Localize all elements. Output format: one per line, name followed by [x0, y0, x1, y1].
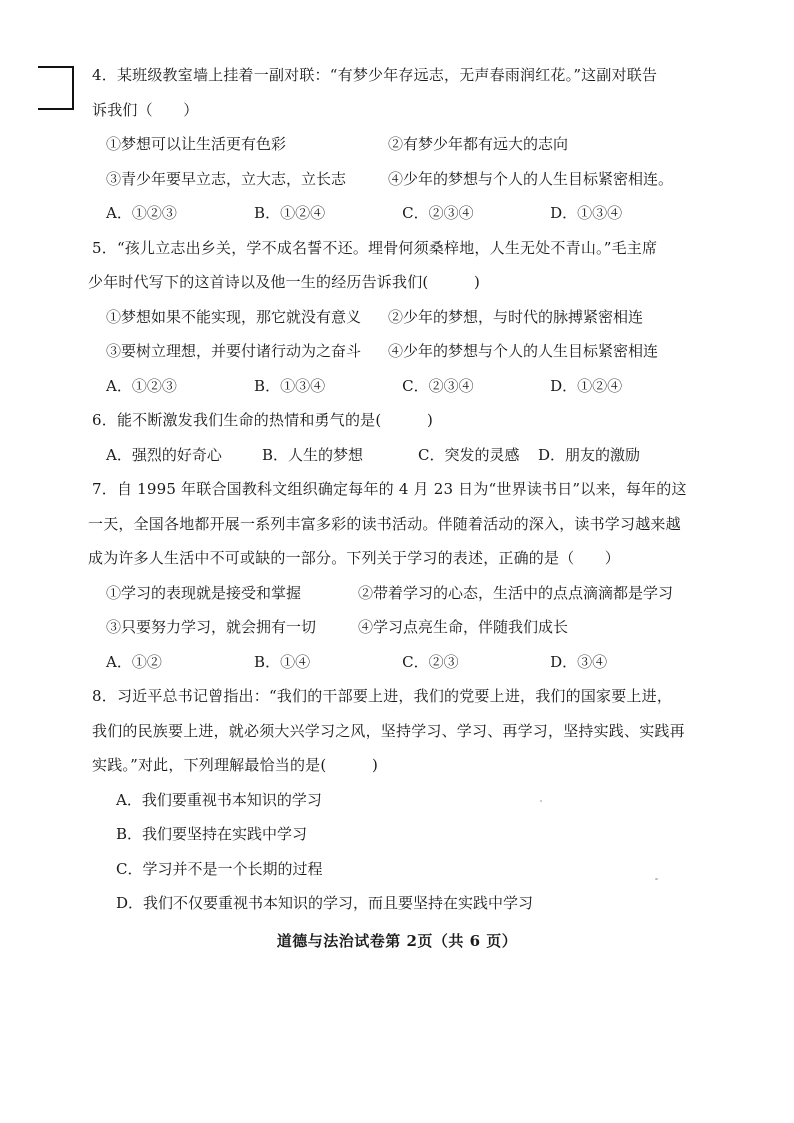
question-7-text-line2: 一天，全国各地都开展一系列丰富多彩的读书活动。伴随着活动的深入，读书学习越来越: [88, 514, 681, 533]
question-7-answers: [92, 645, 704, 680]
statement-4: ④少年的梦想与个人的人生目标紧密相连: [388, 342, 659, 360]
question-6-text: 6．能不断激发我们生命的热情和勇气的是( ): [92, 411, 434, 429]
question-7-statements-row1: [92, 576, 704, 611]
question-7-text-line1: 7．自 1995 年联合国教科文组织确定每年的 4 月 23 日为“世界读书日”以来，每年的这: [92, 480, 687, 498]
question-4-statements-row2: [92, 162, 704, 197]
question-7-text-line3: 成为许多人生活中不可或缺的一部分。下列关于学习的表述，正确的是（ ）: [88, 549, 621, 567]
answer-c: C．②③: [402, 652, 459, 671]
question-6: [92, 403, 704, 472]
statement-4: ④学习点亮生命，伴随我们成长: [358, 618, 569, 636]
answer-c: C．突发的灵感: [418, 445, 520, 464]
question-6-answers: [92, 438, 704, 473]
statement-3: ③青少年要早立志，立大志，立长志: [106, 169, 347, 188]
answer-b: B．①③④: [254, 376, 326, 395]
question-8-text-line1: 8．习近平总书记曾指出：“我们的干部要上进，我们的党要上进，我们的国家要上进，: [92, 687, 673, 705]
question-5-statements-row2: [92, 334, 704, 369]
question-8: [92, 679, 704, 921]
answer-a: A．①②③: [106, 204, 177, 222]
scan-speck: [540, 800, 542, 802]
question-7-statements-row2: [92, 610, 704, 645]
answer-d: D．③④: [550, 652, 608, 671]
question-7: [88, 472, 704, 679]
answer-a: A．我们要重视书本知识的学习: [116, 790, 322, 809]
question-4-text-line2: 诉我们（ ）: [92, 100, 199, 119]
statement-4: ④少年的梦想与个人的人生目标紧密相连。: [388, 169, 674, 188]
scan-speck: [655, 878, 658, 880]
answer-a: A．①②: [106, 652, 162, 671]
statement-1: ①学习的表现就是接受和掌握: [106, 583, 302, 602]
statement-1: ①梦想可以让生活更有色彩: [106, 135, 287, 153]
answer-c: C．②③④: [402, 204, 474, 222]
answer-c: C．②③④: [402, 376, 474, 395]
question-4: [92, 58, 704, 231]
page-footer: 道德与法治试卷第 2页（共 6 页）: [276, 932, 518, 950]
statement-2: ②有梦少年都有远大的志向: [388, 135, 569, 153]
question-5-text-line1: 5．“孩儿立志出乡关，学不成名誓不还。埋骨何须桑梓地，人生无处不青山。”毛主席: [92, 238, 658, 257]
answer-d: D．朋友的激励: [538, 445, 641, 464]
question-5-text-line2: 少年时代写下的这首诗以及他一生的经历告诉我们( ): [88, 273, 481, 291]
answer-b: B．①④: [254, 652, 311, 671]
answer-b: B．我们要坚持在实践中学习: [116, 825, 308, 843]
question-4-statements-row1: [92, 127, 704, 162]
question-5: [88, 231, 704, 404]
statement-2: ②少年的梦想，与时代的脉搏紧密相连: [388, 307, 644, 326]
answer-a: A．①②③: [106, 376, 177, 395]
answer-a: A．强烈的好奇心: [106, 445, 222, 464]
answer-c: C．学习并不是一个长期的过程: [116, 859, 323, 878]
question-4-answers: [92, 196, 704, 231]
answer-b: B．人生的梦想: [262, 445, 364, 464]
statement-1: ①梦想如果不能实现，那它就没有意义: [106, 307, 362, 326]
statement-2: ②带着学习的心态，生活中的点点滴滴都是学习: [358, 583, 674, 602]
answer-d: D．①②④: [550, 376, 623, 395]
question-8-text-line2: 我们的民族要上进，就必须大兴学习之风，坚持学习、学习、再学习，坚持实践、实践再: [92, 721, 685, 740]
question-4-text-line1: 4．某班级教室墙上挂着一副对联：“有梦少年存远志，无声春雨润红花。”这副对联告: [92, 66, 658, 84]
answer-d: D．我们不仅要重视书本知识的学习，而且要坚持在实践中学习: [116, 894, 534, 912]
binding-margin-mark: [38, 66, 74, 110]
question-5-answers: [92, 369, 704, 404]
question-content: [88, 58, 704, 921]
statement-3: ③要树立理想，并要付诸行动为之奋斗: [106, 342, 362, 360]
question-8-text-line3: 实践。”对此，下列理解最恰当的是( ): [92, 756, 379, 774]
answer-b: B．①②④: [254, 204, 326, 222]
statement-3: ③只要努力学习，就会拥有一切: [106, 618, 317, 636]
answer-d: D．①③④: [550, 204, 623, 222]
question-5-statements-row1: [92, 300, 704, 335]
